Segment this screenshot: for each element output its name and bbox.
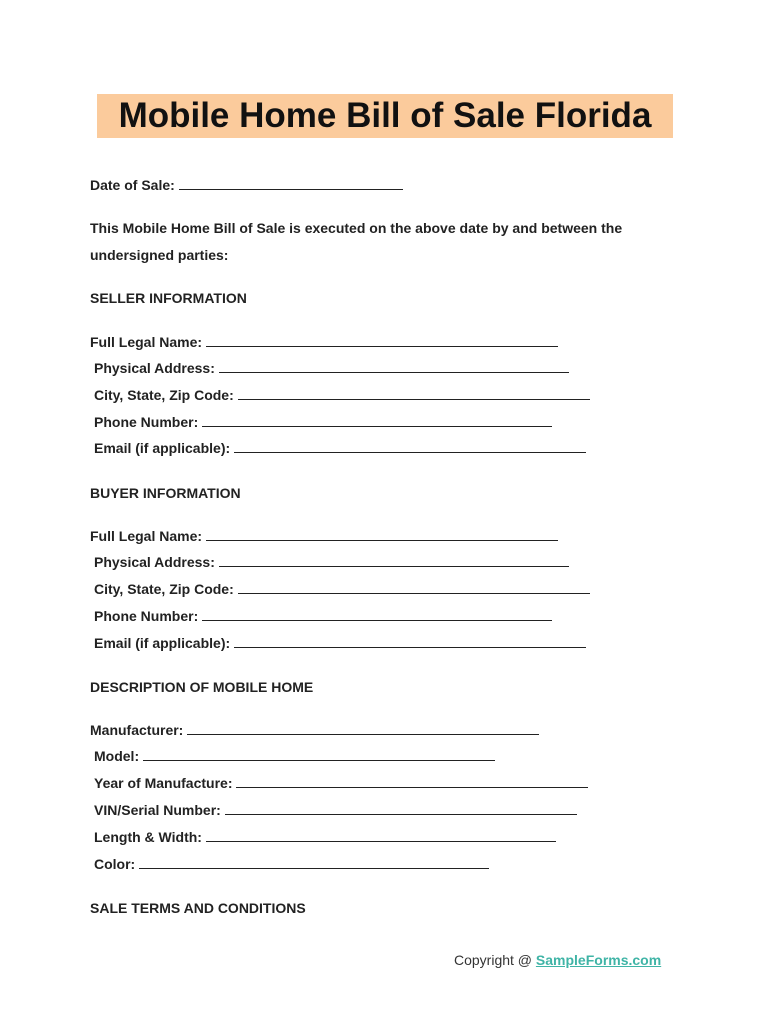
buyer-full-legal-name-row [90,526,558,546]
color-row [94,854,489,874]
seller-physical-address-label: Physical Address: [94,360,215,376]
seller-city-state-zip-field[interactable] [238,386,590,400]
seller-full-legal-name-row [90,332,558,352]
manufacturer-row [90,720,539,740]
color-field[interactable] [139,855,489,869]
vin-serial-field[interactable] [225,801,577,815]
buyer-full-legal-name-field[interactable] [206,527,558,541]
date-of-sale-label: Date of Sale: [90,177,175,193]
model-field[interactable] [143,747,495,761]
footer-copyright [454,950,661,970]
buyer-full-legal-name-label: Full Legal Name: [90,528,203,544]
buyer-email-label: Email (if applicable): [94,635,231,651]
vin-serial-row [94,800,577,820]
seller-physical-address-field[interactable] [219,359,569,373]
seller-full-legal-name-label: Full Legal Name: [90,334,203,350]
document-title: Mobile Home Bill of Sale Florida [97,94,673,138]
seller-email-label: Email (if applicable): [94,440,231,456]
seller-phone-number-field[interactable] [202,413,552,427]
seller-heading: SELLER INFORMATION [90,290,247,306]
seller-physical-address-row [94,358,569,378]
year-of-manufacture-row [94,773,588,793]
color-label: Color: [94,856,136,872]
buyer-physical-address-label: Physical Address: [94,554,215,570]
vin-serial-label: VIN/Serial Number: [94,802,221,818]
date-of-sale-row [90,175,403,195]
seller-email-field[interactable] [234,439,586,453]
date-of-sale-field[interactable] [179,176,403,190]
intro-line-2: undersigned parties: [90,247,229,263]
length-width-field[interactable] [206,828,556,842]
model-row [94,746,495,766]
buyer-heading: BUYER INFORMATION [90,485,241,501]
buyer-phone-number-field[interactable] [202,607,552,621]
description-heading: DESCRIPTION OF MOBILE HOME [90,679,314,695]
buyer-city-state-zip-label: City, State, Zip Code: [94,581,234,597]
copyright-text: Copyright @ [454,952,536,968]
seller-phone-number-row [94,412,552,432]
seller-phone-number-label: Phone Number: [94,414,199,430]
buyer-phone-number-label: Phone Number: [94,608,199,624]
buyer-email-field[interactable] [234,634,586,648]
buyer-physical-address-row [94,552,569,572]
year-of-manufacture-field[interactable] [236,774,588,788]
manufacturer-field[interactable] [187,721,539,735]
buyer-city-state-zip-row [94,579,590,599]
buyer-physical-address-field[interactable] [219,553,569,567]
buyer-email-row [94,633,586,653]
seller-city-state-zip-label: City, State, Zip Code: [94,387,234,403]
manufacturer-label: Manufacturer: [90,722,184,738]
intro-line-1: This Mobile Home Bill of Sale is executed on the above date by and between the [90,220,623,236]
year-of-manufacture-label: Year of Manufacture: [94,775,233,791]
sampleforms-link[interactable]: SampleForms.com [535,952,662,968]
seller-full-legal-name-field[interactable] [206,333,558,347]
buyer-city-state-zip-field[interactable] [238,580,590,594]
model-label: Model: [94,748,140,764]
buyer-phone-number-row [94,606,552,626]
seller-email-row [94,438,586,458]
terms-heading: SALE TERMS AND CONDITIONS [90,900,306,916]
seller-city-state-zip-row [94,385,590,405]
length-width-label: Length & Width: [94,829,202,845]
length-width-row [94,827,556,847]
